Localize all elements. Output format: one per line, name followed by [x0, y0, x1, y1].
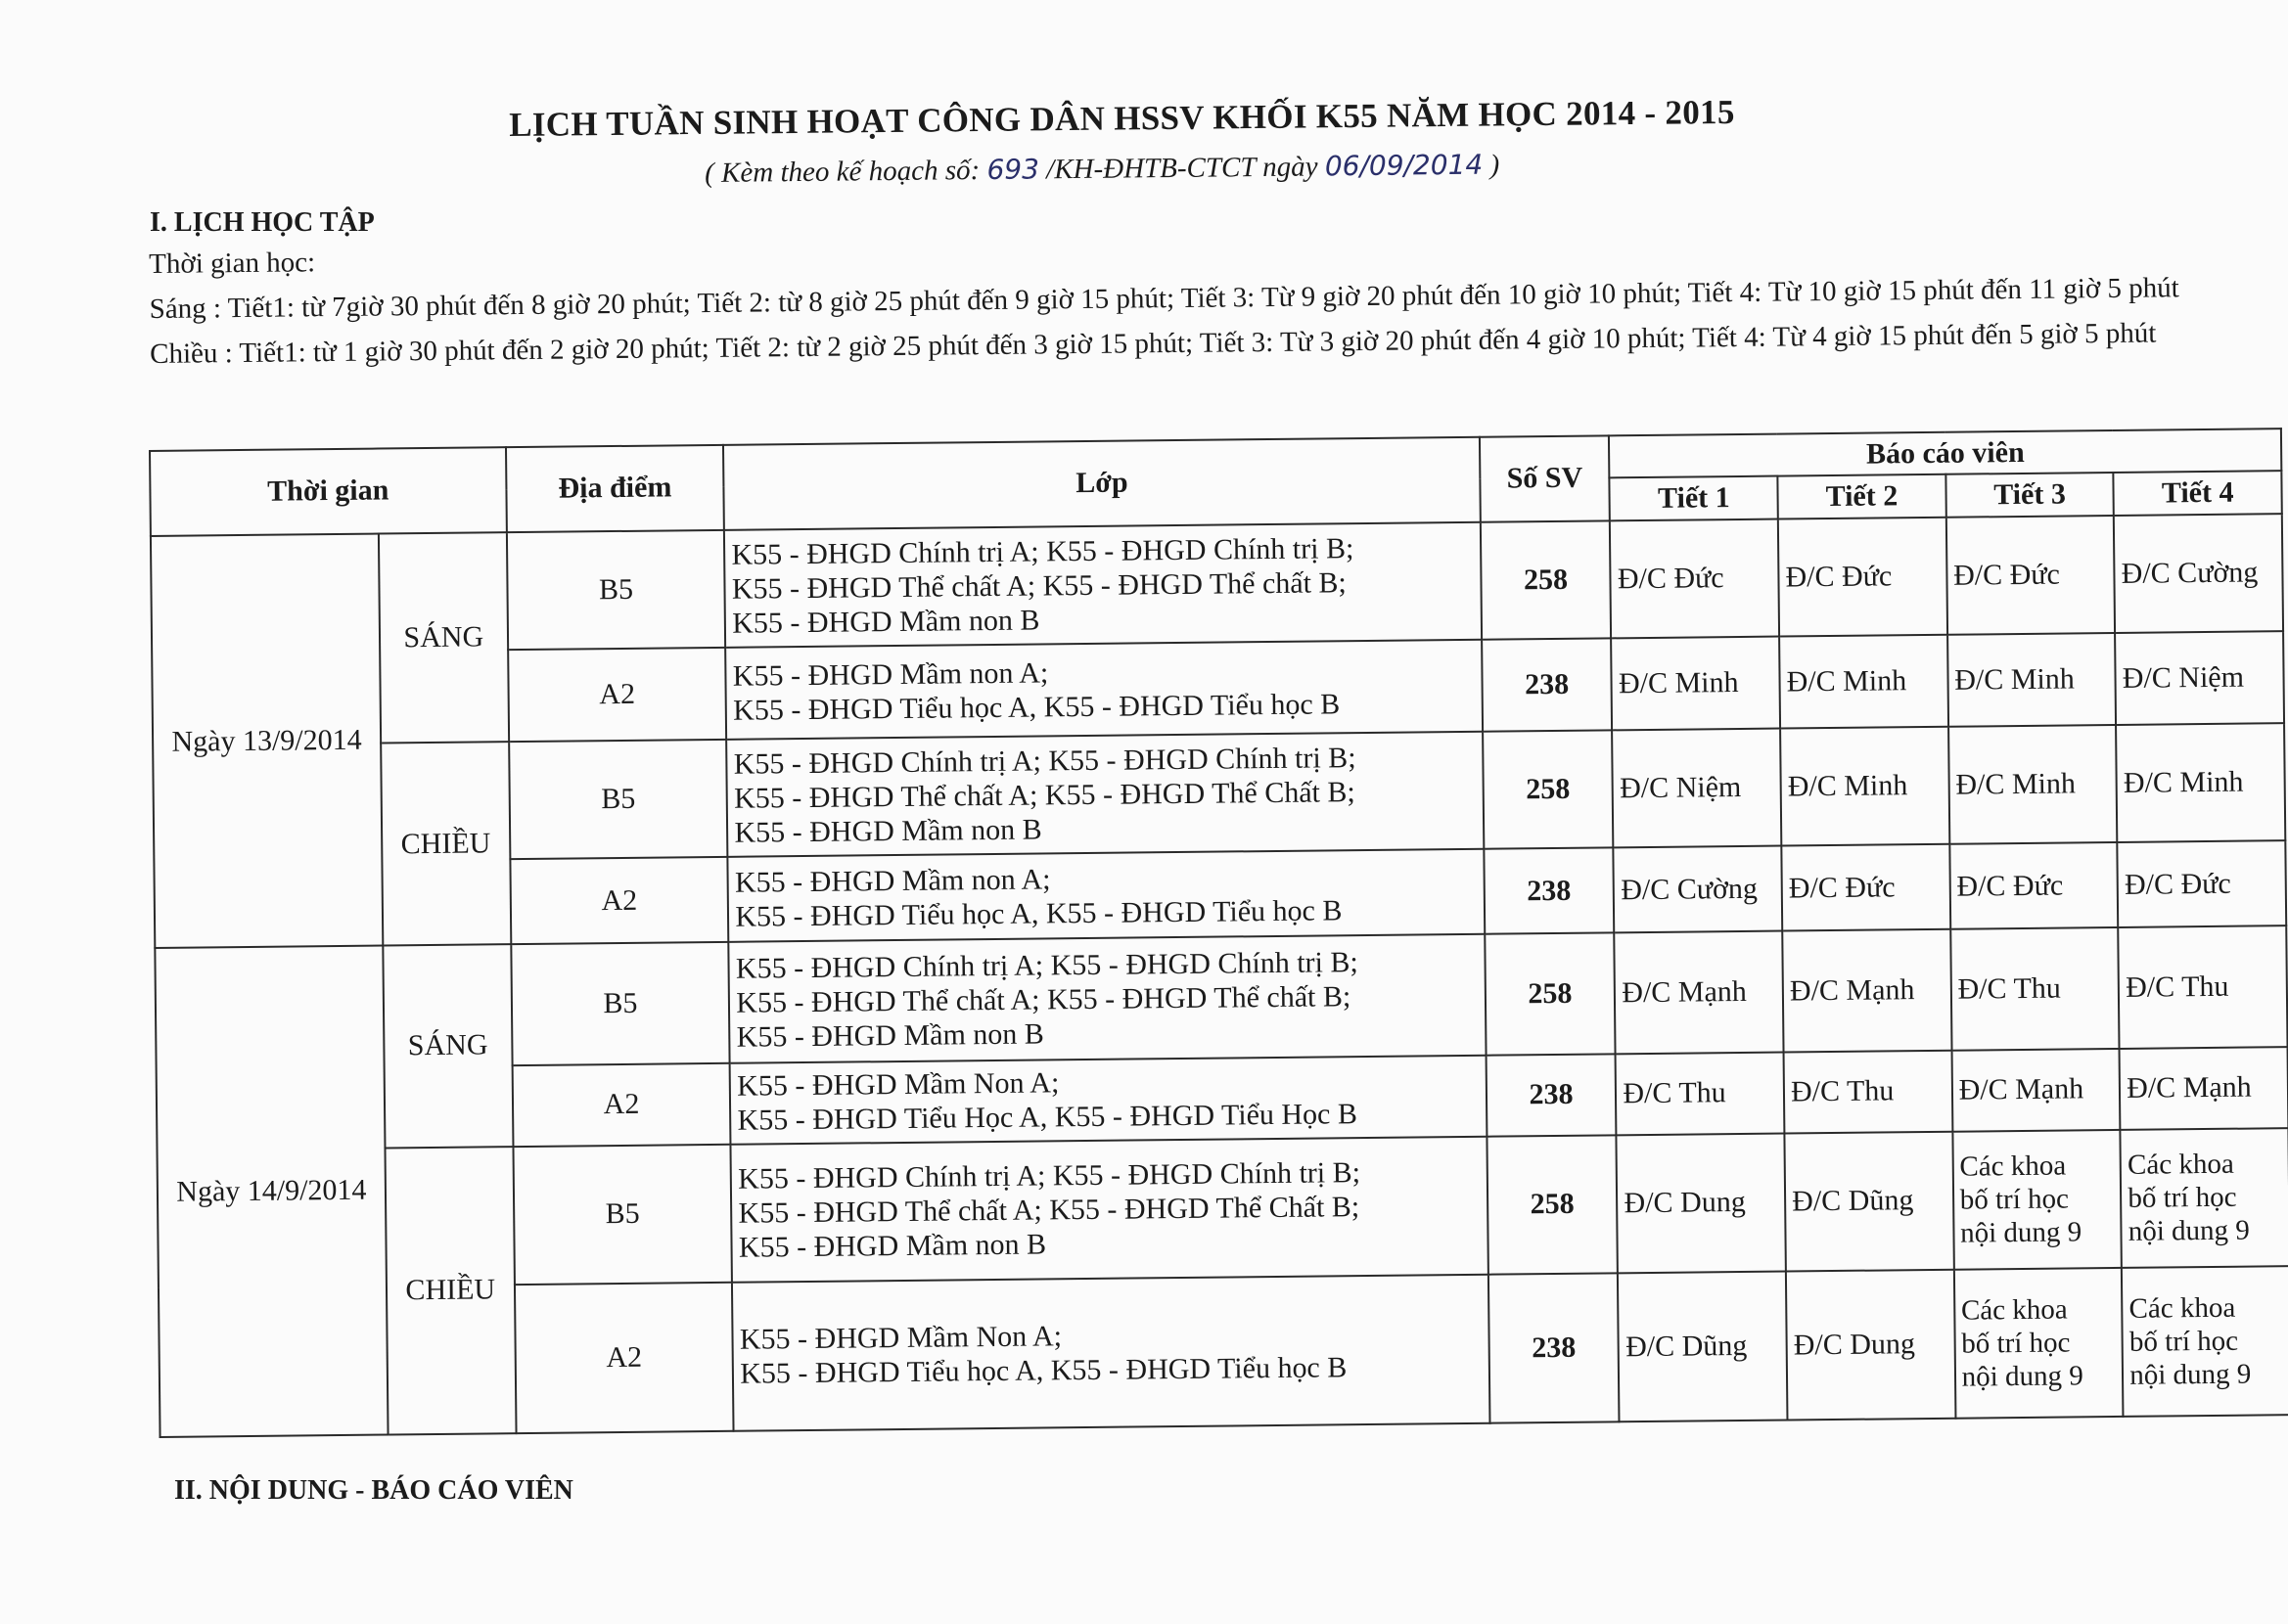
speaker-period-4: Đ/C Đức: [2118, 841, 2287, 928]
header-period-2: Tiết 2: [1777, 474, 1945, 519]
speaker-note-line: Các khoa: [2127, 1148, 2234, 1182]
study-time-label: Thời gian học:: [149, 247, 316, 280]
speaker-period-2: Đ/C Minh: [1779, 635, 1948, 728]
class-line: K55 - ĐHGD Chính trị A; K55 - ĐHGD Chính trị B;: [738, 1155, 1361, 1195]
class-line: K55 - ĐHGD Tiểu học A, K55 - ĐHGD Tiểu học B: [740, 1351, 1348, 1390]
speaker-period-4: [2122, 1266, 2288, 1417]
speaker-note-line: Các khoa: [1959, 1150, 2067, 1183]
speaker-period-1: Đ/C Minh: [1612, 637, 1781, 730]
speaker-period-4: Đ/C Mạnh: [2120, 1047, 2288, 1129]
table-row: [153, 723, 2285, 863]
header-period-3: Tiết 3: [1945, 473, 2114, 517]
speaker-period-2: Đ/C Đức: [1778, 518, 1947, 637]
speaker-period-3: Đ/C Đức: [1949, 842, 2119, 929]
document-subtitle: [705, 148, 1499, 190]
class-cell: [724, 522, 1482, 649]
morning-periods: Sáng : Tiết1: từ 7giờ 30 phút đến 8 giờ 20 phút; Tiết 2: từ 8 giờ 25 phút đến 9 giờ 15 phút; Tiết 3: Từ 9 giờ 20 phút đến 10 giờ 10 phút; Tiết 4: Từ 10 giờ 15 phút đến 11 giờ 5 phút: [149, 272, 2179, 325]
place-cell: A2: [508, 648, 727, 742]
speaker-period-3: [1954, 1268, 2124, 1419]
speaker-period-2: Đ/C Thu: [1784, 1051, 1952, 1133]
place-cell: A2: [515, 1283, 734, 1433]
class-line: K55 - ĐHGD Mầm non B: [736, 1017, 1044, 1054]
class-line: K55 - ĐHGD Thể chất A; K55 - ĐHGD Thể chất B;: [731, 565, 1347, 606]
speaker-period-2: Đ/C Dung: [1786, 1270, 1955, 1421]
header-place: Địa điểm: [506, 445, 725, 532]
handwritten-plan-date: 06/09/2014: [1324, 148, 1484, 183]
speaker-note-line: nội dung 9: [1959, 1216, 2082, 1249]
class-cell: [731, 1136, 1488, 1282]
handwritten-plan-number: 693: [986, 153, 1040, 186]
session-name: SÁNG: [379, 532, 509, 743]
speaker-period-4: Đ/C Minh: [2116, 723, 2285, 842]
session-name: CHIỀU: [381, 742, 511, 946]
day-date: Ngày 13/9/2014: [151, 533, 383, 948]
header-count: Số SV: [1480, 435, 1611, 521]
speaker-period-2: Đ/C Dũng: [1784, 1131, 1953, 1271]
class-line: K55 - ĐHGD Mầm non B: [734, 813, 1042, 849]
class-line: K55 - ĐHGD Chính trị A; K55 - ĐHGD Chính trị B;: [733, 741, 1356, 781]
subtitle-mid: /KH-ĐHTB-CTCT ngày: [1046, 151, 1318, 186]
header-speakers: Báo cáo viên: [1609, 429, 2281, 478]
class-line: K55 - ĐHGD Thể chất A; K55 - ĐHGD Thể Chất B;: [733, 775, 1355, 815]
place-cell: B5: [513, 1144, 732, 1285]
class-line: K55 - ĐHGD Mầm non A;: [732, 656, 1049, 693]
speaker-period-1: Đ/C Thu: [1616, 1053, 1784, 1135]
student-count: 258: [1485, 933, 1616, 1056]
table-row: [157, 1128, 2288, 1288]
schedule-table: [149, 428, 2288, 1438]
speaker-period-3: [1952, 1130, 2122, 1270]
class-cell: [729, 934, 1487, 1063]
class-line: K55 - ĐHGD Tiểu học A, K55 - ĐHGD Tiểu học B: [733, 688, 1341, 727]
speaker-period-1: Đ/C Dũng: [1618, 1271, 1787, 1421]
day-date: Ngày 14/9/2014: [155, 946, 388, 1437]
speaker-period-4: Đ/C Niệm: [2115, 632, 2284, 725]
class-line: K55 - ĐHGD Mầm Non A;: [739, 1320, 1063, 1356]
speaker-period-3: Đ/C Minh: [1948, 725, 2118, 844]
speaker-note-line: Các khoa: [1960, 1293, 2068, 1327]
student-count: 258: [1480, 520, 1611, 640]
section-heading-schedule: I. LỊCH HỌC TẬP: [150, 207, 375, 238]
speaker-period-2: Đ/C Mạnh: [1782, 929, 1951, 1053]
speaker-note-line: bố trí học: [2128, 1325, 2239, 1358]
table-row: [155, 925, 2287, 1069]
class-line: K55 - ĐHGD Mầm non B: [738, 1228, 1047, 1264]
class-line: K55 - ĐHGD Thể chất A; K55 - ĐHGD Thể Chất B;: [738, 1190, 1360, 1230]
speaker-period-1: Đ/C Dung: [1617, 1133, 1786, 1273]
class-line: K55 - ĐHGD Mầm non A;: [734, 863, 1051, 899]
class-cell: [728, 849, 1485, 942]
table-row: [151, 514, 2283, 654]
place-cell: B5: [507, 530, 726, 651]
document-title: LỊCH TUẦN SINH HOẠT CÔNG DÂN HSSV KHỐI K55 NĂM HỌC 2014 - 2015: [509, 92, 1735, 144]
speaker-note-line: bố trí học: [1959, 1183, 2070, 1216]
speaker-period-3: Đ/C Mạnh: [1951, 1049, 2120, 1131]
student-count: 238: [1482, 639, 1613, 732]
header-period-1: Tiết 1: [1610, 476, 1778, 520]
speaker-note-line: nội dung 9: [1961, 1360, 2083, 1393]
subtitle-prefix: ( Kèm theo kế hoạch số:: [705, 155, 981, 189]
speaker-period-3: Đ/C Minh: [1947, 633, 2117, 726]
speaker-period-1: Đ/C Đức: [1610, 519, 1779, 638]
class-line: K55 - ĐHGD Mầm Non A;: [737, 1066, 1060, 1104]
speaker-period-1: Đ/C Mạnh: [1615, 931, 1784, 1055]
speaker-note-line: bố trí học: [1961, 1327, 2071, 1360]
header-period-4: Tiết 4: [2114, 472, 2282, 516]
speaker-note-line: nội dung 9: [2128, 1214, 2250, 1248]
speaker-note-line: bố trí học: [2128, 1181, 2237, 1215]
speaker-period-3: Đ/C Thu: [1950, 927, 2120, 1051]
header-time: Thời gian: [150, 447, 507, 536]
class-line: K55 - ĐHGD Mầm non B: [732, 604, 1040, 640]
speaker-period-3: Đ/C Đức: [1945, 516, 2115, 635]
afternoon-periods: Chiều : Tiết1: từ 1 giờ 30 phút đến 2 giờ 20 phút; Tiết 2: từ 2 giờ 25 phút đến 3 giờ 15 phút; Tiết 3: Từ 3 giờ 20 phút đến 4 giờ 10 phút; Tiết 4: Từ 4 giờ 15 phút đến 5 giờ 5 phút: [149, 317, 2157, 370]
speaker-period-1: Đ/C Niệm: [1613, 728, 1782, 847]
session-name: CHIỀU: [385, 1147, 516, 1435]
header-class: Lớp: [723, 437, 1480, 530]
speaker-note-line: nội dung 9: [2129, 1358, 2252, 1391]
class-cell: [726, 732, 1484, 858]
section-heading-content: II. NỘI DUNG - BÁO CÁO VIÊN: [174, 1475, 573, 1506]
speaker-period-4: Đ/C Cường: [2114, 514, 2283, 633]
class-cell: [732, 1275, 1489, 1431]
class-line: K55 - ĐHGD Thể chất A; K55 - ĐHGD Thể chất B;: [736, 979, 1351, 1019]
student-count: 238: [1484, 848, 1615, 934]
class-cell: [726, 640, 1483, 739]
speaker-period-4: [2121, 1128, 2288, 1268]
subtitle-suffix: ): [1489, 149, 1500, 181]
student-count: 238: [1486, 1054, 1617, 1136]
study-time-text: [149, 225, 2205, 382]
speaker-period-1: Đ/C Cường: [1614, 846, 1783, 933]
speaker-period-2: Đ/C Minh: [1780, 727, 1949, 846]
class-line: K55 - ĐHGD Tiểu học A, K55 - ĐHGD Tiểu học B: [735, 894, 1343, 933]
student-count: 238: [1488, 1273, 1620, 1423]
speaker-period-2: Đ/C Đức: [1781, 844, 1950, 931]
session-name: SÁNG: [383, 944, 513, 1148]
place-cell: B5: [509, 740, 728, 860]
class-line: K55 - ĐHGD Tiểu Học A, K55 - ĐHGD Tiểu Học B: [737, 1098, 1358, 1138]
student-count: 258: [1487, 1135, 1618, 1275]
speaker-note-line: Các khoa: [2128, 1291, 2236, 1325]
speaker-period-4: Đ/C Thu: [2118, 925, 2287, 1049]
place-cell: A2: [510, 857, 729, 944]
place-cell: B5: [511, 942, 730, 1065]
class-cell: [730, 1056, 1487, 1145]
student-count: 258: [1483, 730, 1614, 849]
place-cell: A2: [512, 1063, 731, 1147]
class-line: K55 - ĐHGD Chính trị A; K55 - ĐHGD Chính trị B;: [731, 531, 1354, 571]
class-line: K55 - ĐHGD Chính trị A; K55 - ĐHGD Chính trị B;: [735, 945, 1358, 985]
